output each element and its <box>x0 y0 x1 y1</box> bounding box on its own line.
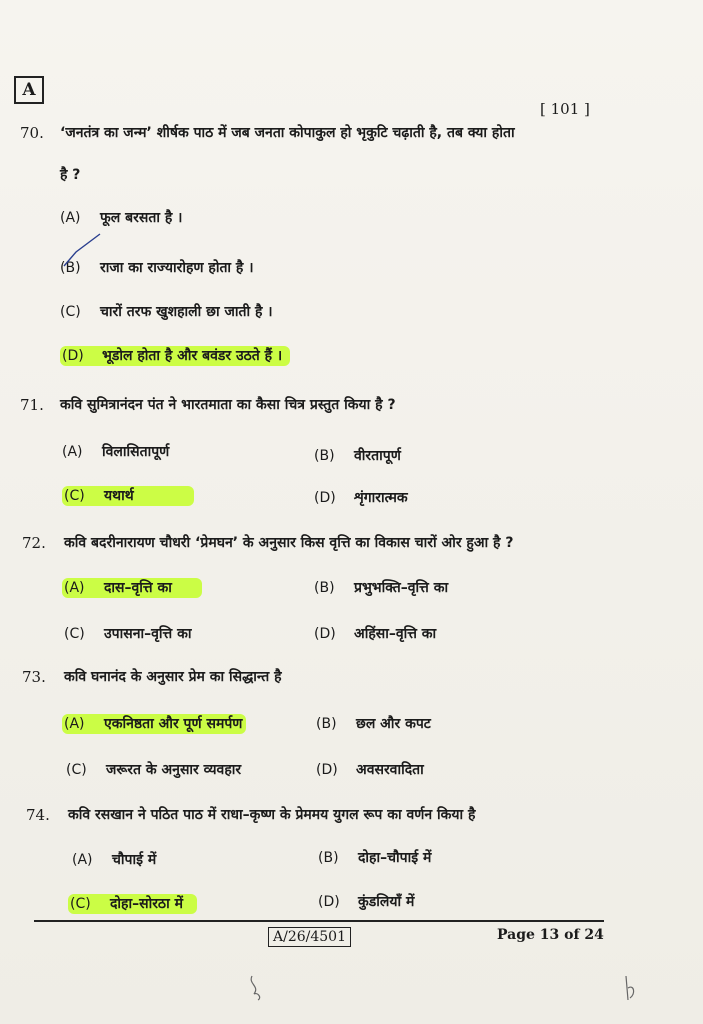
footer-page-number: Page 13 of 24 <box>497 927 604 943</box>
answer-highlight: (A) एकनिष्ठता और पूर्ण समर्पण <box>62 714 246 734</box>
question-number: 70. <box>20 124 44 142</box>
option-a: (A) फूल बरसता है । <box>60 210 183 226</box>
option-d: (D) शृंगारात्मक <box>314 490 408 506</box>
answer-highlight: (C) यथार्थ <box>62 486 194 506</box>
option-a <box>62 578 202 597</box>
paper-code: [ 101 ] <box>540 100 590 118</box>
question-text: कवि घनानंद के अनुसार प्रेम का सिद्धान्त है <box>64 669 282 685</box>
set-label-box: A <box>14 76 44 104</box>
scribble-mark-icon <box>246 972 270 1002</box>
option-c: (C) उपासना–वृत्ति का <box>64 626 192 642</box>
option-a: (A) विलासितापूर्ण <box>62 444 170 460</box>
option-b: (B) दोहा–चौपाई में <box>318 850 432 866</box>
question-number: 71. <box>20 396 44 414</box>
question-number: 73. <box>22 668 46 686</box>
question-number: 74. <box>26 806 50 824</box>
option-c <box>68 894 197 913</box>
option-c: (C) जरूरत के अनुसार व्यवहार <box>66 762 242 778</box>
question-text: कवि बदरीनारायण चौधरी ‘प्रेमघन’ के अनुसार किस वृत्ति का विकास चारों ओर हुआ है ? <box>64 535 514 551</box>
option-b: (B) छल और कपट <box>316 716 431 732</box>
option-c: (C) चारों तरफ खुशहाली छा जाती है । <box>60 304 273 320</box>
option-d: (D) अवसरवादिता <box>316 762 424 778</box>
question-text: कवि रसखान ने पठित पाठ में राधा–कृष्ण के प्रेममय युगल रूप का वर्णन किया है <box>68 807 476 823</box>
option-a <box>62 714 246 733</box>
question-number: 72. <box>22 534 46 552</box>
pen-stroke-icon <box>62 232 102 272</box>
answer-highlight: (D) भूडोल होता है और बवंडर उठते हैं । <box>60 346 290 366</box>
option-a: (A) चौपाई में <box>72 852 157 868</box>
option-d <box>60 346 290 365</box>
option-d: (D) कुंडलियाँ में <box>318 894 415 910</box>
option-b: (B) वीरतापूर्ण <box>314 448 401 464</box>
question-text: कवि सुमित्रानंदन पंत ने भारतमाता का कैसा चित्र प्रस्तुत किया है ? <box>60 397 396 413</box>
option-b: (B) प्रभुभक्ति–वृत्ति का <box>314 580 449 596</box>
option-d: (D) अहिंसा–वृत्ति का <box>314 626 437 642</box>
answer-highlight: (A) दास–वृत्ति का <box>62 578 202 598</box>
option-b: (B) राजा का राज्यारोहण होता है । <box>60 260 254 276</box>
footer-divider <box>34 920 604 922</box>
answer-highlight: (C) दोहा–सोरठा में <box>68 894 197 914</box>
question-text: ‘जनतंत्र का जन्म’ शीर्षक पाठ में जब जनता कोपाकुल हो भृकुटि चढ़ाती है, तब क्या होता है ? <box>60 125 515 183</box>
scribble-mark-icon <box>620 974 642 1004</box>
option-c <box>62 486 194 505</box>
footer-paper-code: A/26/4501 <box>268 927 351 947</box>
